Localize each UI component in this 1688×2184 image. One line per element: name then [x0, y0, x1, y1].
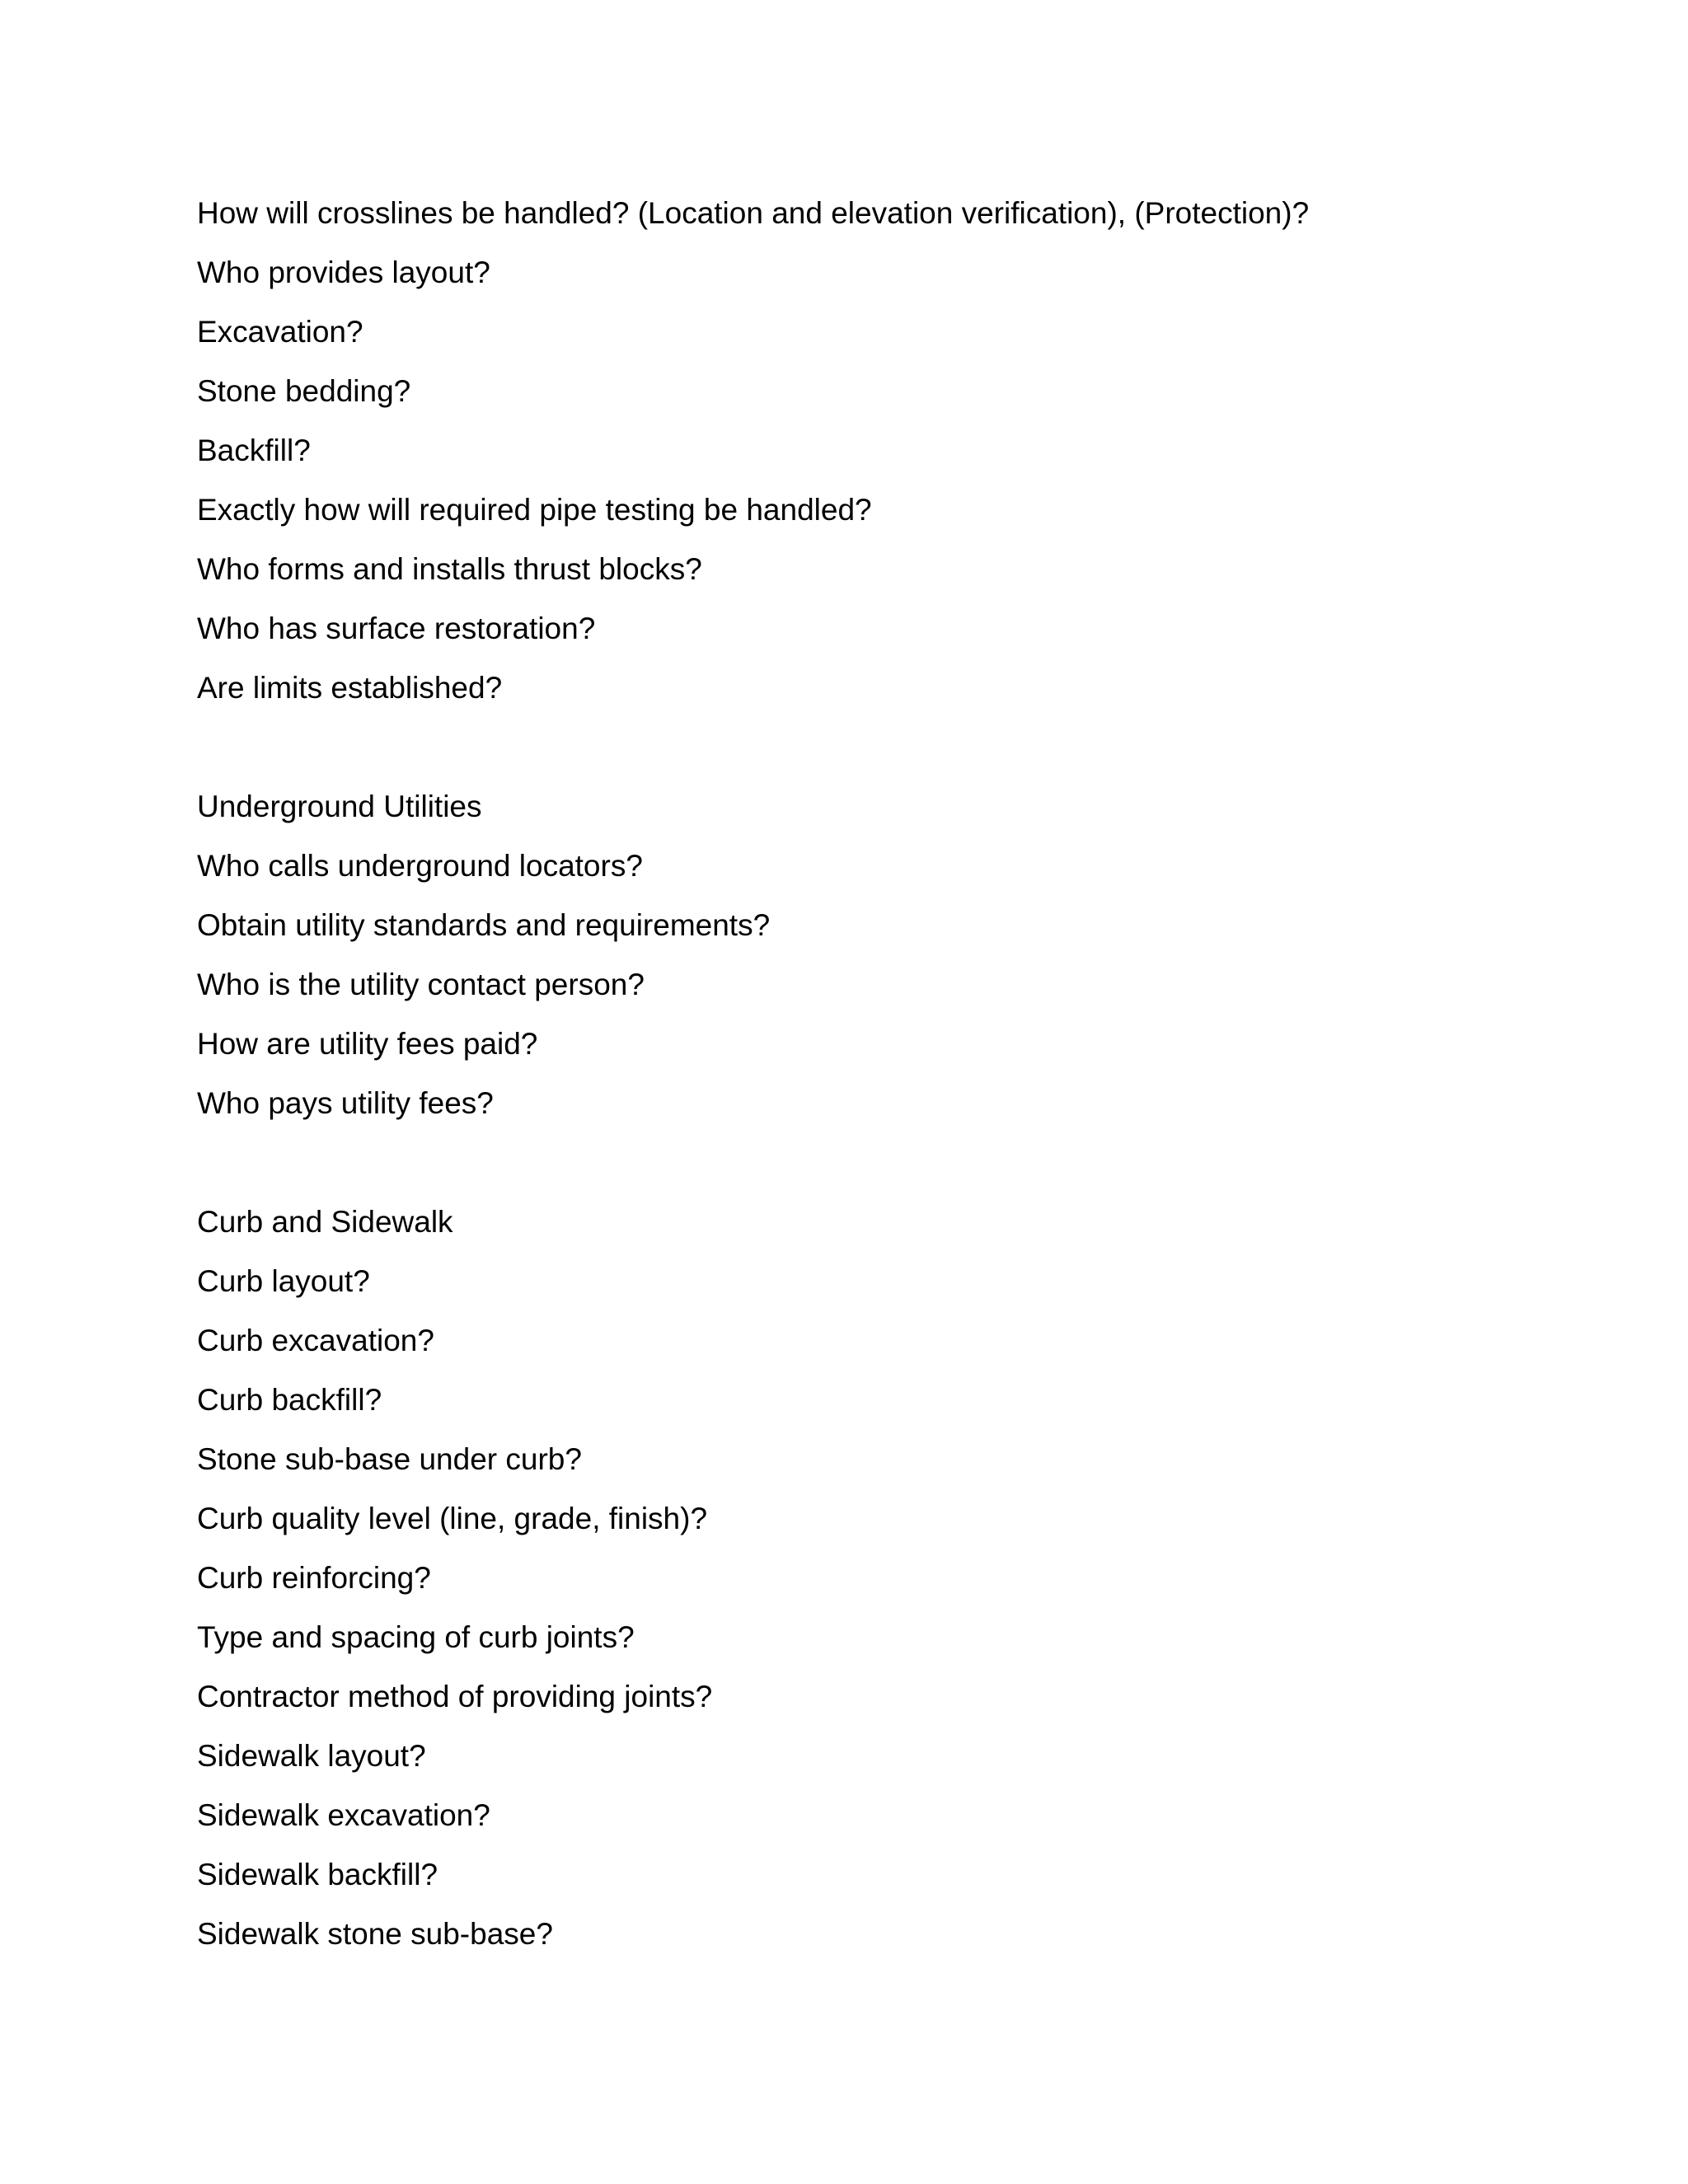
question-line: Obtain utility standards and requirements? [197, 908, 771, 942]
question-line: Type and spacing of curb joints? [197, 1620, 635, 1654]
question-line: Sidewalk excavation? [197, 1798, 490, 1832]
question-line: Curb backfill? [197, 1383, 382, 1417]
question-line: Curb layout? [197, 1264, 370, 1298]
question-line: Curb reinforcing? [197, 1561, 431, 1595]
question-line: Sidewalk stone sub-base? [197, 1917, 553, 1951]
question-line: Sidewalk backfill? [197, 1858, 438, 1891]
question-line: Exactly how will required pipe testing be handled? [197, 493, 872, 527]
section-spacer [197, 1139, 1557, 1198]
question-line: Who forms and installs thrust blocks? [197, 552, 702, 586]
question-line: Sidewalk layout? [197, 1739, 426, 1773]
question-line: Stone sub-base under curb? [197, 1442, 582, 1476]
question-line: Curb quality level (line, grade, finish)? [197, 1502, 708, 1535]
question-line: Who pays utility fees? [197, 1086, 494, 1120]
section-heading: Curb and Sidewalk [197, 1205, 453, 1239]
question-line: Curb excavation? [197, 1324, 434, 1357]
question-line: How are utility fees paid? [197, 1027, 538, 1061]
pipe-work-questions [197, 190, 1557, 724]
question-line: Who has surface restoration? [197, 612, 596, 645]
section-heading: Underground Utilities [197, 790, 482, 823]
underground-utilities-section [197, 783, 1557, 1139]
question-line: Backfill? [197, 434, 311, 467]
page-content [197, 190, 1557, 1970]
question-line: Who calls underground locators? [197, 849, 643, 883]
question-line: Contractor method of providing joints? [197, 1680, 713, 1713]
curb-and-sidewalk-section [197, 1198, 1557, 1970]
question-line: Are limits established? [197, 671, 503, 705]
question-line: How will crosslines be handled? (Location and elevation verification), (Protection)? [197, 196, 1310, 230]
question-line: Who provides layout? [197, 255, 490, 289]
question-line: Stone bedding? [197, 374, 411, 408]
question-line: Excavation? [197, 315, 363, 349]
question-line: Who is the utility contact person? [197, 968, 645, 1001]
section-spacer [197, 724, 1557, 783]
